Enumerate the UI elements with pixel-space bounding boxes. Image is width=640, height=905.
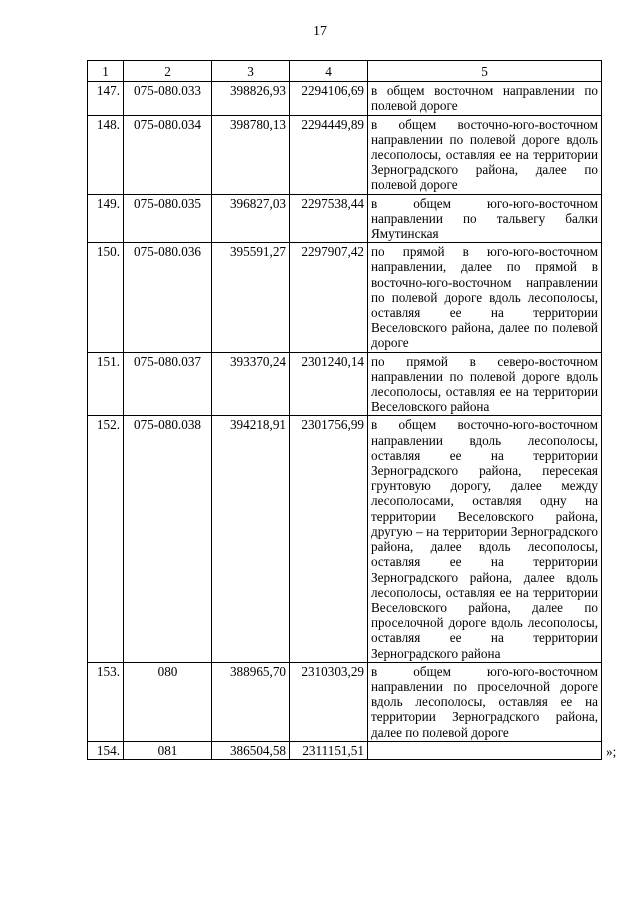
- row-number: 147.: [88, 82, 124, 115]
- table-row: [88, 741, 602, 759]
- point-code: 075-080.033: [124, 82, 212, 115]
- row-number: 154.: [88, 741, 124, 759]
- boundary-table: [87, 60, 602, 760]
- coord-x: 398826,93: [212, 82, 290, 115]
- boundary-description: в общем юго-юго-восточном направлении по тальвегу балки Ямутинская: [368, 194, 602, 243]
- boundary-description: [368, 741, 602, 759]
- coord-y: 2297538,44: [290, 194, 368, 243]
- header-cell: 1: [88, 61, 124, 82]
- point-code: 081: [124, 741, 212, 759]
- point-code: 075-080.035: [124, 194, 212, 243]
- header-cell: 4: [290, 61, 368, 82]
- coord-x: 394218,91: [212, 416, 290, 662]
- table-row: [88, 115, 602, 194]
- coord-y: 2301756,99: [290, 416, 368, 662]
- table-row: [88, 82, 602, 115]
- coord-x: 388965,70: [212, 662, 290, 741]
- boundary-description: в общем восточном направлении по полевой дороге: [368, 82, 602, 115]
- point-code: 075-080.037: [124, 352, 212, 416]
- boundary-description: в общем восточно-юго-восточном направлении вдоль лесополосы, оставляя ее на территории Зерноградского района, пересекая грунтовую дорогу, далее между лесополосами, оставляя одну на территории Веселовского района, другую – на территории Зерноградского района, далее вдоль лесополосы, оставляя ее на территории Зерноградского района, далее вдоль лесополосы, оставляя ее на территории Веселовского района, далее по проселочной дороге вдоль лесополосы, оставляя ее на территории Зерноградского района: [368, 416, 602, 662]
- coord-y: 2311151,51: [290, 741, 368, 759]
- boundary-description: по прямой в юго-юго-восточном направлении, далее по прямой в восточно-юго-восточном направлении по полевой дороге вдоль лесополосы, оставляя ее на территории Веселовского района, далее по полевой дороге: [368, 243, 602, 352]
- header-cell: 5: [368, 61, 602, 82]
- row-number: 149.: [88, 194, 124, 243]
- boundary-description: в общем юго-юго-восточном направлении по проселочной дороге вдоль лесополосы, оставляя ее на территории Зерноградского района, далее по полевой дороге: [368, 662, 602, 741]
- coord-x: 386504,58: [212, 741, 290, 759]
- boundary-description: в общем восточно-юго-восточном направлении по полевой дороге вдоль лесополосы, оставляя ее на территории Зерноградского района, далее по полевой дороге: [368, 115, 602, 194]
- header-row: [88, 61, 602, 82]
- row-number: 150.: [88, 243, 124, 352]
- table-row: [88, 662, 602, 741]
- point-code: 075-080.034: [124, 115, 212, 194]
- coord-x: 396827,03: [212, 194, 290, 243]
- row-number: 152.: [88, 416, 124, 662]
- table-row: [88, 416, 602, 662]
- table-row: [88, 352, 602, 416]
- table-row: [88, 194, 602, 243]
- coord-y: 2310303,29: [290, 662, 368, 741]
- coord-x: 395591,27: [212, 243, 290, 352]
- coord-y: 2297907,42: [290, 243, 368, 352]
- row-number: 153.: [88, 662, 124, 741]
- coord-x: 398780,13: [212, 115, 290, 194]
- table-row: [88, 243, 602, 352]
- page-number: 17: [313, 24, 327, 39]
- coord-y: 2294106,69: [290, 82, 368, 115]
- header-cell: 2: [124, 61, 212, 82]
- point-code: 075-080.036: [124, 243, 212, 352]
- coord-y: 2294449,89: [290, 115, 368, 194]
- point-code: 080: [124, 662, 212, 741]
- row-number: 148.: [88, 115, 124, 194]
- coord-y: 2301240,14: [290, 352, 368, 416]
- point-code: 075-080.038: [124, 416, 212, 662]
- closing-quote-mark: »;: [606, 744, 617, 760]
- boundary-description: по прямой в северо-восточном направлении по полевой дороге вдоль лесополосы, оставляя ее на территории Веселовского района: [368, 352, 602, 416]
- coord-x: 393370,24: [212, 352, 290, 416]
- header-cell: 3: [212, 61, 290, 82]
- row-number: 151.: [88, 352, 124, 416]
